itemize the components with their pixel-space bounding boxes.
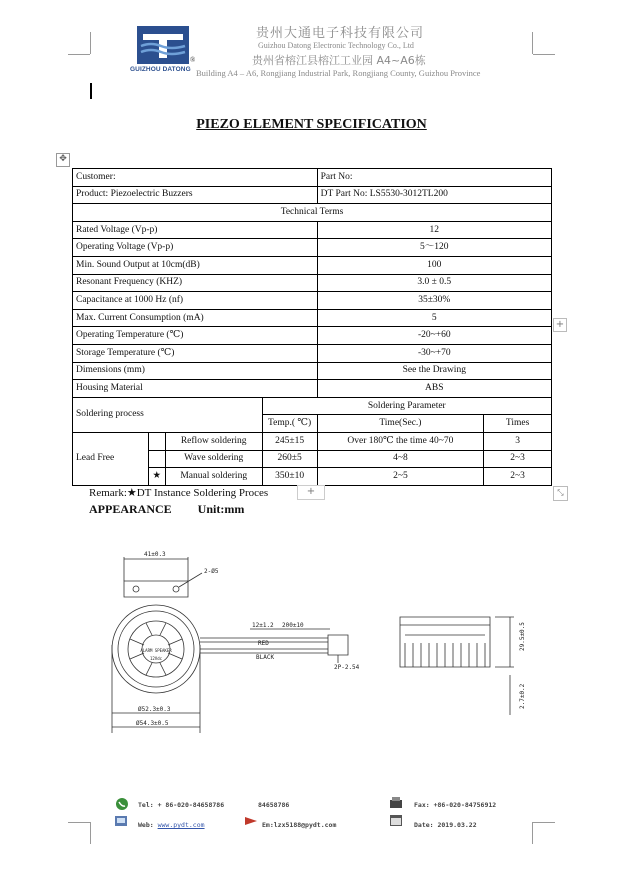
appearance-label: APPEARANCE (89, 502, 172, 516)
dim-width: 41±0.3 (144, 551, 166, 558)
footer-fax (414, 801, 496, 809)
crop-mark-br-v (532, 822, 533, 844)
table-row (73, 274, 552, 292)
table-row (73, 397, 552, 415)
crop-mark-br-h (533, 822, 555, 823)
method-cell: Reflow soldering (165, 432, 262, 450)
crop-mark-tl-h (68, 54, 90, 55)
wire-red: RED (258, 640, 269, 647)
times-header: Times (484, 415, 552, 433)
param-value: -30~+70 (317, 344, 551, 362)
date-label: Date: (414, 821, 438, 829)
soldering-parameter-header: Soldering Parameter (262, 397, 551, 415)
footer-date (414, 821, 477, 829)
tel-number: + 86-020-84658786 (157, 801, 225, 809)
table-row (73, 362, 552, 380)
crop-mark-tl-v (90, 32, 91, 54)
table-row (73, 169, 552, 187)
param-value: 5～120 (317, 239, 551, 257)
email-icon (244, 815, 258, 827)
web-label: Web: (138, 821, 158, 829)
param-value: See the Drawing (317, 362, 551, 380)
dim-inner: Ø52.3±0.3 (138, 706, 171, 713)
table-row (73, 292, 552, 310)
time-cell: 2~5 (317, 468, 484, 486)
table-row (73, 239, 552, 257)
table-row (73, 344, 552, 362)
times-cell: 2~3 (484, 450, 552, 468)
crop-mark-tr-h (533, 54, 555, 55)
footer-web (138, 821, 205, 829)
calendar-icon (388, 813, 404, 827)
web-icon (114, 815, 128, 827)
registered-mark: ® (190, 56, 196, 64)
param-value: -20~+60 (317, 327, 551, 345)
param-value: 12 (317, 221, 551, 239)
param-name: Min. Sound Output at 10cm(dB) (73, 256, 318, 274)
fax-icon (388, 796, 404, 810)
tel-label: Tel: (138, 801, 158, 809)
crop-mark-bl-v (90, 822, 91, 844)
add-row-icon[interactable]: + (297, 485, 325, 500)
address-en: Building A4 – A6, Rongjiang Industrial Park, Rongjiang County, Guizhou Province (196, 68, 481, 78)
product-cell: Product: Piezoelectric Buzzers (73, 186, 318, 204)
param-name: Rated Voltage (Vp-p) (73, 221, 318, 239)
param-value: ABS (317, 380, 551, 398)
appearance-heading (89, 502, 244, 517)
dim-pitch: 2P-2.54 (334, 664, 360, 671)
param-name: Housing Material (73, 380, 318, 398)
time-header: Time(Sec.) (317, 415, 484, 433)
dim-lead: 12±1.2 (252, 622, 274, 629)
table-move-handle-icon[interactable]: ✥ (56, 153, 70, 167)
param-value: 3.0 ± 0.5 (317, 274, 551, 292)
table-row (73, 432, 552, 450)
param-name: Storage Temperature (℃) (73, 344, 318, 362)
phone-icon (114, 797, 130, 811)
company-logo (137, 26, 189, 64)
dt-part-no-cell: DT Part No: LS5530-3012TL200 (317, 186, 551, 204)
footer-tel (138, 801, 224, 809)
dim-length: 200±10 (282, 622, 304, 629)
footer-tel2: 84658786 (258, 801, 290, 809)
param-name: Operating Voltage (Vp-p) (73, 239, 318, 257)
lead-free-cell: Lead Free (73, 432, 149, 485)
face-mark: 12Vdc (149, 656, 163, 661)
param-name: Max. Current Consumption (mA) (73, 309, 318, 327)
method-cell: Manual soldering (165, 468, 262, 486)
dim-height: 29.5±0.5 (519, 622, 526, 651)
buzzer-drawing (100, 545, 540, 745)
email-label: Em: (262, 821, 274, 829)
times-cell: 2~3 (484, 468, 552, 486)
email-link[interactable]: lzx5188@pydt.com (273, 821, 337, 829)
wire-black: BLACK (256, 654, 275, 661)
table-row (73, 380, 552, 398)
date-value: 2019.03.22 (437, 821, 477, 829)
unit-label: Unit:mm (197, 502, 245, 516)
crop-mark-tr-v (532, 32, 533, 54)
dim-hole: 2-Ø5 (204, 568, 219, 575)
table-row (73, 186, 552, 204)
temp-cell: 350±10 (262, 468, 317, 486)
table-row (73, 309, 552, 327)
param-name: Operating Temperature (℃) (73, 327, 318, 345)
table-row (73, 327, 552, 345)
temp-cell: 260±5 (262, 450, 317, 468)
time-cell: Over 180℃ the time 40~70 (317, 432, 484, 450)
table-resize-handle-icon[interactable]: ⤡ (553, 486, 568, 501)
face-text: ALARM SPEAKER (140, 648, 172, 653)
company-name-en: Guizhou Datong Electronic Technology Co., Ltd (258, 41, 414, 50)
method-cell: Wave soldering (165, 450, 262, 468)
fax-number: +86-020-84756912 (433, 801, 497, 809)
param-value: 35±30% (317, 292, 551, 310)
param-name: Dimensions (mm) (73, 362, 318, 380)
temp-cell: 245±15 (262, 432, 317, 450)
mark-cell (148, 432, 165, 450)
param-name: Resonant Frequency (KHZ) (73, 274, 318, 292)
table-row (73, 221, 552, 239)
param-name: Capacitance at 1000 Hz (nf) (73, 292, 318, 310)
time-cell: 4~8 (317, 450, 484, 468)
crop-mark-bl-h (68, 822, 90, 823)
logo-caption: GUIZHOU DATONG (130, 66, 191, 73)
spec-table (72, 168, 552, 486)
soldering-process-cell: Soldering process (73, 397, 263, 432)
text-cursor (90, 83, 92, 99)
dim-outer: Ø54.3±0.5 (136, 720, 169, 727)
dim-pin: 2.7±0.2 (519, 683, 526, 709)
customer-cell: Customer: (73, 169, 318, 187)
company-name-cn: 贵州大通电子科技有限公司 (256, 26, 425, 41)
temp-header: Temp.( ℃) (262, 415, 317, 433)
page-title: PIEZO ELEMENT SPECIFICATION (196, 117, 427, 132)
address-cn: 贵州省榕江县榕江工业园 A4~A6栋 (252, 54, 426, 67)
param-value: 100 (317, 256, 551, 274)
remark-text: Remark:★DT Instance Soldering Proces (89, 487, 269, 499)
times-cell: 3 (484, 432, 552, 450)
part-no-cell: Part No: (317, 169, 551, 187)
table-row (73, 204, 552, 222)
footer-email (262, 821, 336, 829)
table-row (73, 256, 552, 274)
technical-terms-header: Technical Terms (73, 204, 552, 222)
star-mark-cell: ★ (148, 468, 165, 486)
add-column-icon[interactable]: + (553, 318, 567, 332)
param-value: 5 (317, 309, 551, 327)
mark-cell (148, 450, 165, 468)
fax-label: Fax: (414, 801, 434, 809)
web-link[interactable]: www.pydt.com (157, 821, 205, 829)
